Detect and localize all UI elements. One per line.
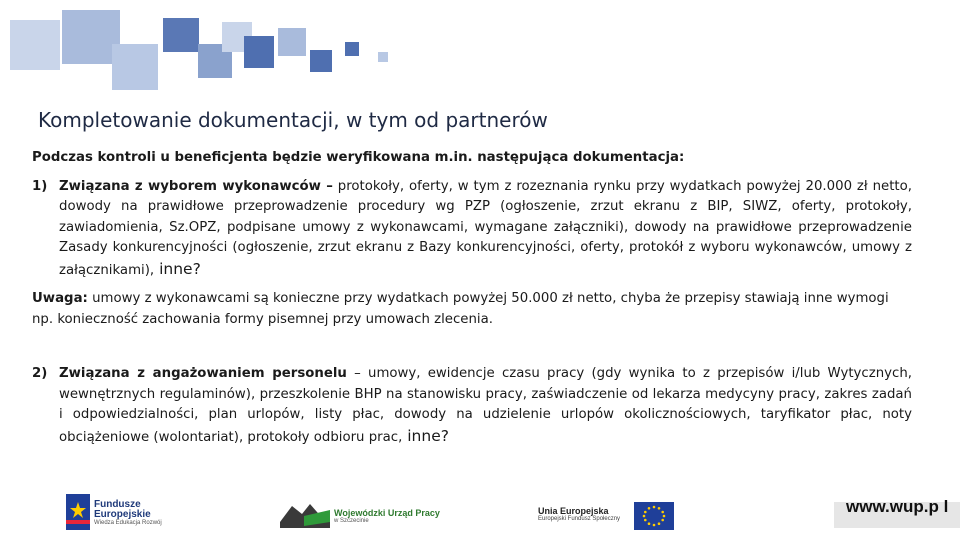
website-url[interactable]: www.wup.p l <box>846 497 949 516</box>
ue-sub: Europejski Fundusz Społeczny <box>538 516 621 522</box>
item-tail: inne? <box>402 426 449 445</box>
item-text <box>59 177 912 282</box>
item-body: – umowy, ewidencje czasu pracy (gdy wynika to z przepisów i/lub Wytycznych, wewnętrznych regulaminów), przeszkolenie BHP na stanowisku pracy, zaświadczenie od lekarza medycyny pracy, zakres zadań i odpowiedzialności, plan urlopów, listy płac, dowody na udzielenie urlopów okolicznościowych, taryfikator płac, noty obciążeniowe (wolontariat), protokoły odbioru prac, <box>59 366 912 445</box>
fe-line1: Fundusze <box>94 499 141 510</box>
note-label: Uwaga: <box>32 291 88 306</box>
note-text <box>32 289 912 330</box>
slide-title: Kompletowanie dokumentacji, w tym od partnerów <box>38 108 548 132</box>
fundusze-europejskie-logo <box>66 494 162 535</box>
fe-star-icon <box>66 494 90 530</box>
item-text <box>59 364 912 448</box>
note-body: umowy z wykonawcami są konieczne przy wydatkach powyżej 50.000 zł netto, chyba że przepisy stawiają inne wymogi np. konieczność zachowania formy pisemnej przy umowach zlecenia. <box>32 291 889 327</box>
wup-emblem-icon <box>280 500 330 528</box>
list-item <box>32 177 912 282</box>
wup-sub: w Szczecinie <box>334 518 369 524</box>
item-lead: Związana z wyborem wykonawców – <box>59 178 333 194</box>
wup-line1: Wojewódzki Urząd Pracy <box>334 508 440 518</box>
eu-flag-icon <box>634 502 674 530</box>
wup-logo <box>280 500 440 533</box>
fe-sub: Wiedza Edukacja Rozwój <box>94 520 162 526</box>
slide-content <box>32 148 912 448</box>
item-number: 2) <box>32 366 48 381</box>
item-lead: Związana z angażowaniem personelu <box>59 366 347 381</box>
item-tail: inne? <box>154 259 201 278</box>
ue-line1: Unia Europejska <box>538 506 609 516</box>
fe-line2: Europejskie <box>94 509 151 520</box>
list-item <box>32 364 912 448</box>
item-body: protokoły, oferty, w tym z rozeznania rynku przy wydatkach powyżej 20.000 zł netto, dowody na prawidłowe przeprowadzenie procedury wg PZP (ogłoszenie, zrzut ekranu z BIP, SIWZ, oferty, protokoły, zawiadomienia, Sz.OPZ, podpisane umowy z wykonawcami, wymagane załączniki), dowody na prawidłowe przeprowadzenie Zasady konkurencyjności (ogłoszenie, zrzut ekranu z Bazy konkurencyjności, oferty, protokół z wyboru wykonawców, umowy z załącznikami), <box>59 178 913 278</box>
item-number: 1) <box>32 178 48 194</box>
intro-text: Podczas kontroli u beneficjenta będzie weryfikowana m.in. następująca dokumentacja: <box>32 150 685 165</box>
